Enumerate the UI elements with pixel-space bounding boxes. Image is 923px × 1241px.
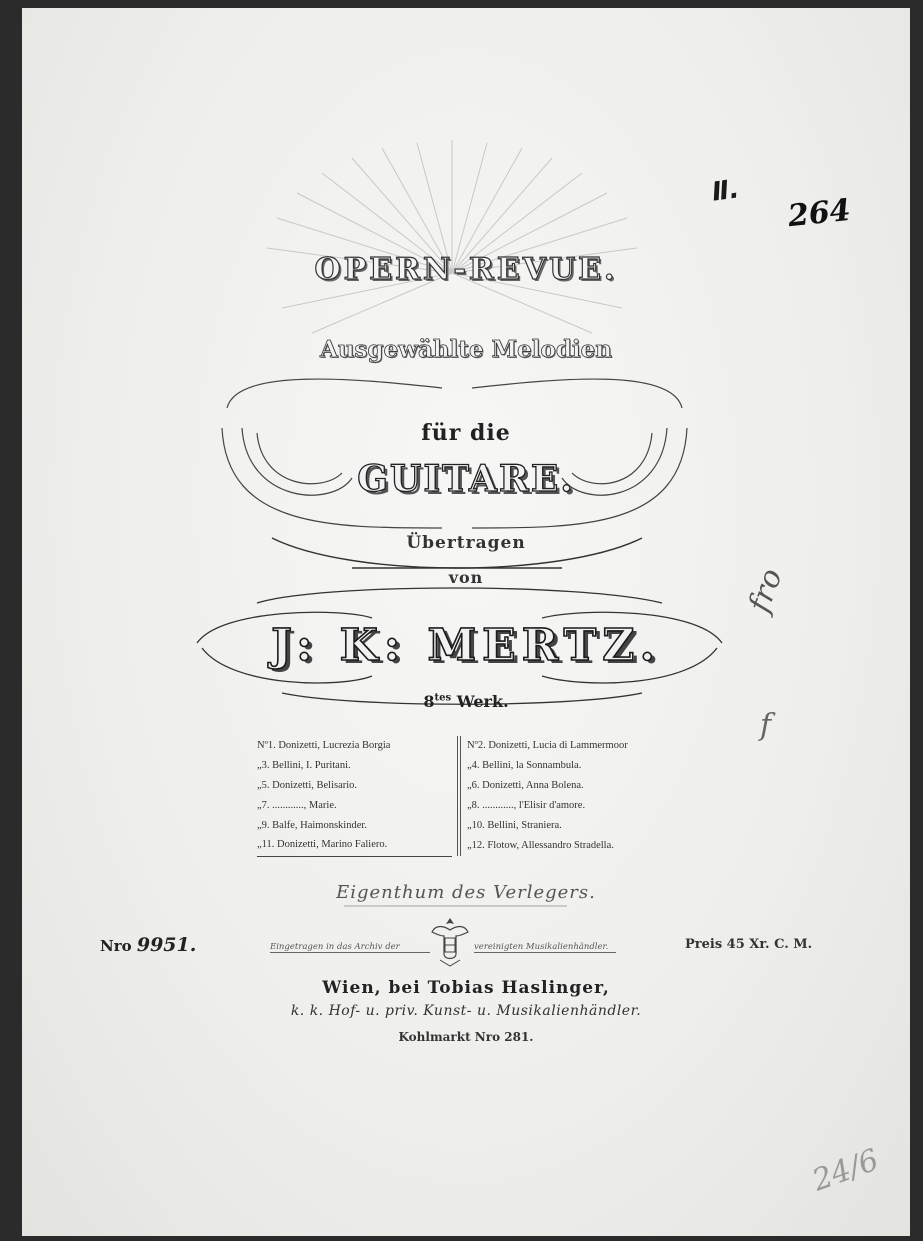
registration-note-left: Eingetragen in das Archiv der: [270, 942, 430, 953]
work-number-value: 8: [423, 692, 435, 711]
column-divider: [457, 736, 458, 856]
list-item: „7. ............, Marie.: [257, 800, 337, 811]
composer-name: J: K: MERTZ.: [271, 620, 661, 671]
by-label: von: [448, 568, 484, 587]
list-item: Nº2. Donizetti, Lucia di Lammermoor: [467, 740, 628, 751]
registration-note-right: vereinigten Musikalienhändler.: [474, 942, 616, 953]
work-label: Werk.: [456, 692, 509, 711]
list-item: „4. Bellini, la Sonnambula.: [467, 760, 582, 771]
page-title: OPERN-REVUE.: [314, 252, 618, 287]
publisher-name: Wien, bei Tobias Haslinger,: [322, 978, 610, 998]
plate-number-value: 9951.: [136, 934, 197, 956]
contents-table: [257, 736, 665, 856]
list-item: „9. Balfe, Haimonskinder.: [257, 820, 367, 831]
list-item: „5. Donizetti, Belisario.: [257, 780, 358, 791]
pencil-note: fro: [741, 564, 790, 617]
list-item: „6. Donizetti, Anna Bolena.: [467, 780, 584, 791]
imperial-eagle-emblem-icon: [426, 914, 474, 970]
property-note: Eigenthum des Verlegers.: [336, 882, 596, 903]
list-item: „11. Donizetti, Marino Faliero.: [257, 836, 452, 857]
contents-left-column: [257, 736, 452, 857]
instrument-title: GUITARE.: [357, 458, 575, 500]
contents-right-column: [467, 736, 662, 856]
catalog-number-annotation: 264: [786, 192, 853, 235]
list-item: „12. Flotow, Allessandro Stradella.: [467, 840, 614, 851]
list-item: Nº1. Donizetti, Lucrezia Borgia: [257, 740, 391, 751]
transcribed-label: Übertragen: [406, 533, 526, 553]
list-item: „8. ............, l'Elisir d'amore.: [467, 800, 586, 811]
list-item: „10. Bellini, Straniera.: [467, 820, 562, 831]
list-item: „3. Bellini, I. Puritani.: [257, 760, 351, 771]
publisher-title: k. k. Hof- u. priv. Kunst- u. Musikalienhändler.: [290, 1003, 642, 1019]
subtitle: Ausgewählte Melodien: [319, 336, 612, 363]
pencil-mark: f: [760, 708, 772, 743]
for-line: für die: [421, 420, 511, 446]
publisher-address: Kohlmarkt Nro 281.: [398, 1030, 534, 1044]
shelf-mark-annotation: Ⅱ.: [710, 174, 741, 208]
column-divider: [460, 736, 461, 856]
pencil-bottom-note: 24/6: [808, 1142, 884, 1199]
price: Preis 45 Xr. C. M.: [685, 937, 813, 952]
title-page: [22, 8, 910, 1236]
work-number: [22, 692, 910, 711]
work-number-suffix: tes: [434, 692, 452, 704]
plate-number: [100, 934, 196, 956]
plate-prefix: Nro: [100, 937, 132, 955]
